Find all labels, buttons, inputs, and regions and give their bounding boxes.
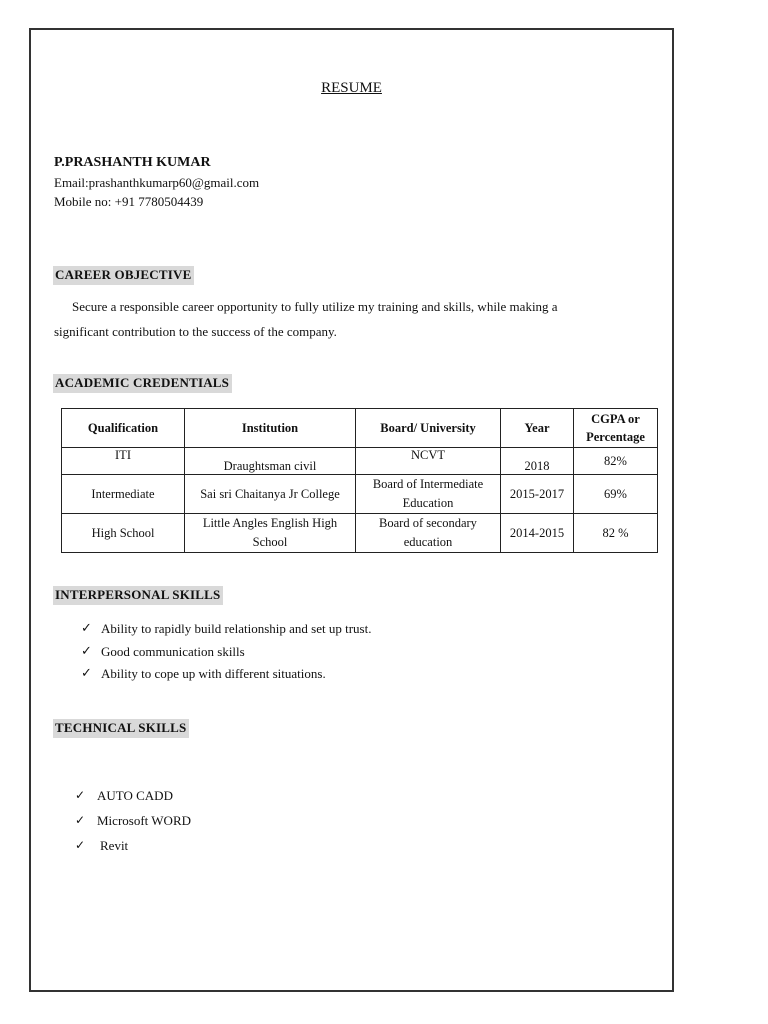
cell-score: 69% xyxy=(574,475,658,514)
checkmark-icon: ✓ xyxy=(81,666,92,681)
list-item xyxy=(75,833,191,858)
cell-qualification: Intermediate xyxy=(62,475,185,514)
skill-text: Good communication skills xyxy=(101,643,245,659)
resume-title: RESUME xyxy=(321,80,382,96)
cell-board: Board of secondary education xyxy=(356,514,501,553)
table-row xyxy=(62,475,658,514)
career-objective-heading: CAREER OBJECTIVE xyxy=(53,266,194,285)
checkmark-icon: ✓ xyxy=(81,643,92,659)
academic-table xyxy=(61,408,658,553)
table-row xyxy=(62,448,658,475)
skill-text: AUTO CADD xyxy=(97,788,173,803)
header-cgpa: CGPA or Percentage xyxy=(574,409,658,448)
cell-board: NCVT xyxy=(356,448,501,475)
cell-board: Board of Intermediate Education xyxy=(356,475,501,514)
skill-text: Revit xyxy=(100,838,129,853)
skill-text: Ability to rapidly build relationship and set up trust. xyxy=(101,621,372,636)
list-item xyxy=(75,808,191,833)
email-text: Email:prashanthkumarp60@gmail.com xyxy=(54,175,260,190)
list-item xyxy=(81,663,371,686)
cell-institution: Sai sri Chaitanya Jr College xyxy=(185,475,356,514)
header-year: Year xyxy=(501,409,574,448)
cell-qualification: ITI xyxy=(62,448,185,475)
career-objective-line-1: Secure a responsible career opportunity to fully utilize my training and skills, while making a xyxy=(72,299,558,314)
skill-text: Microsoft WORD xyxy=(97,813,192,828)
resume-page xyxy=(29,28,674,992)
cell-year: 2015-2017 xyxy=(501,475,574,514)
table-row xyxy=(62,514,658,553)
list-item xyxy=(81,641,371,664)
cell-score: 82% xyxy=(574,448,658,475)
cell-year: 2014-2015 xyxy=(501,514,574,553)
candidate-name: P.PRASHANTH KUMAR xyxy=(54,155,211,170)
cell-institution: Draughtsman civil xyxy=(185,448,356,475)
cell-year: 2018 xyxy=(501,448,574,475)
skill-text: Ability to cope up with different situations. xyxy=(101,666,326,681)
cell-institution: Little Angles English High School xyxy=(185,514,356,553)
header-board xyxy=(356,409,501,448)
interpersonal-skills-list xyxy=(81,618,371,686)
list-item xyxy=(75,783,191,808)
technical-skills-heading: TECHNICAL SKILLS xyxy=(53,719,189,738)
cell-score: 82 % xyxy=(574,514,658,553)
list-item xyxy=(81,618,371,641)
career-objective-line-2: significant contribution to the success of the company. xyxy=(54,324,337,339)
checkmark-icon: ✓ xyxy=(81,621,92,636)
interpersonal-skills-heading: INTERPERSONAL SKILLS xyxy=(53,586,223,605)
checkmark-icon: ✓ xyxy=(75,788,86,802)
mobile-text: Mobile no: +91 7780504439 xyxy=(54,194,204,209)
header-institution: Institution xyxy=(185,409,356,448)
checkmark-icon: ✓ xyxy=(75,813,86,827)
checkmark-icon: ✓ xyxy=(75,838,86,852)
academic-credentials-heading: ACADEMIC CREDENTIALS xyxy=(53,374,232,393)
header-board-label: Board/ University xyxy=(380,421,476,435)
career-objective-text xyxy=(54,294,614,344)
cell-qualification: High School xyxy=(62,514,185,553)
technical-skills-list xyxy=(75,783,191,858)
table-header-row xyxy=(62,409,658,448)
header-qualification: Qualification xyxy=(62,409,185,448)
